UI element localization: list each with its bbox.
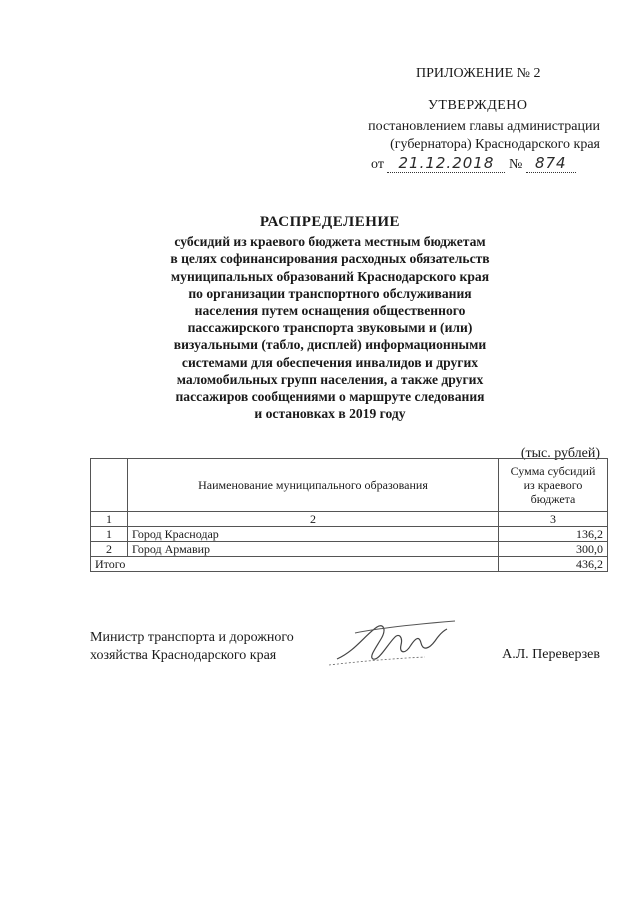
approved-by [300, 118, 600, 154]
table-row [91, 527, 608, 542]
appendix-label: ПРИЛОЖЕНИЕ № 2 [416, 66, 541, 81]
header-cell-index [91, 459, 128, 512]
total-row [91, 557, 608, 572]
date-prefix: от [371, 157, 384, 172]
table-header-row [91, 459, 608, 512]
document-title [120, 214, 540, 422]
total-label: Итого [91, 557, 499, 572]
row-index: 2 [91, 542, 128, 557]
table-row [91, 542, 608, 557]
row-sum: 136,2 [499, 527, 608, 542]
title-line: субсидий из краевого бюджета местным бюджетам [174, 234, 486, 250]
row-sum: 300,0 [499, 542, 608, 557]
row-index: 1 [91, 527, 128, 542]
title-line: пассажиров сообщениями о маршруте следования [175, 389, 485, 405]
date-number-line [371, 154, 576, 173]
header-sum-line: бюджета [530, 492, 576, 506]
title-line: по организации транспортного обслуживания [188, 285, 472, 301]
row-name: Город Краснодар [128, 527, 499, 542]
title-main: РАСПРЕДЕЛЕНИЕ [259, 214, 401, 230]
approved-by-line-2: (губернатора) Краснодарского края [390, 137, 600, 152]
signer-name: А.Л. Переверзев [502, 647, 600, 662]
row-name: Город Армавир [128, 542, 499, 557]
column-number: 1 [91, 512, 128, 527]
signer-position [90, 629, 294, 665]
title-line: населения путем оснащения общественного [194, 303, 466, 319]
total-value: 436,2 [499, 557, 608, 572]
header-sum-line: Сумма субсидий [510, 464, 596, 478]
signature-image [325, 615, 465, 670]
column-number: 2 [128, 512, 499, 527]
approved-label: УТВЕРЖДЕНО [428, 98, 528, 113]
title-line: и остановках в 2019 году [254, 406, 406, 422]
header-sum-line: из краевого [523, 478, 583, 492]
column-number-row [91, 512, 608, 527]
distribution-table [90, 458, 608, 572]
title-line: системами для обеспечения инвалидов и других [181, 354, 479, 370]
title-line: визуальными (табло, дисплей) информационными [173, 337, 487, 353]
approved-by-line-1: постановлением главы администрации [368, 119, 600, 134]
title-line: пассажирского транспорта звуковыми и (или) [187, 320, 473, 336]
signer-position-line-2: хозяйства Краснодарского края [90, 648, 277, 663]
title-line: муниципальных образований Краснодарского края [170, 268, 490, 284]
signer-position-line-1: Министр транспорта и дорожного [90, 630, 294, 645]
number-value: 874 [526, 154, 576, 173]
header-cell-sum [499, 459, 608, 512]
number-prefix: № [508, 157, 523, 172]
title-line: маломобильных групп населения, а также других [176, 371, 484, 387]
date-value: 21.12.2018 [387, 154, 505, 173]
column-number: 3 [499, 512, 608, 527]
title-line: в целях софинансирования расходных обязательств [170, 251, 490, 267]
header-cell-name: Наименование муниципального образования [128, 459, 499, 512]
units-label: (тыс. рублей) [520, 446, 600, 461]
